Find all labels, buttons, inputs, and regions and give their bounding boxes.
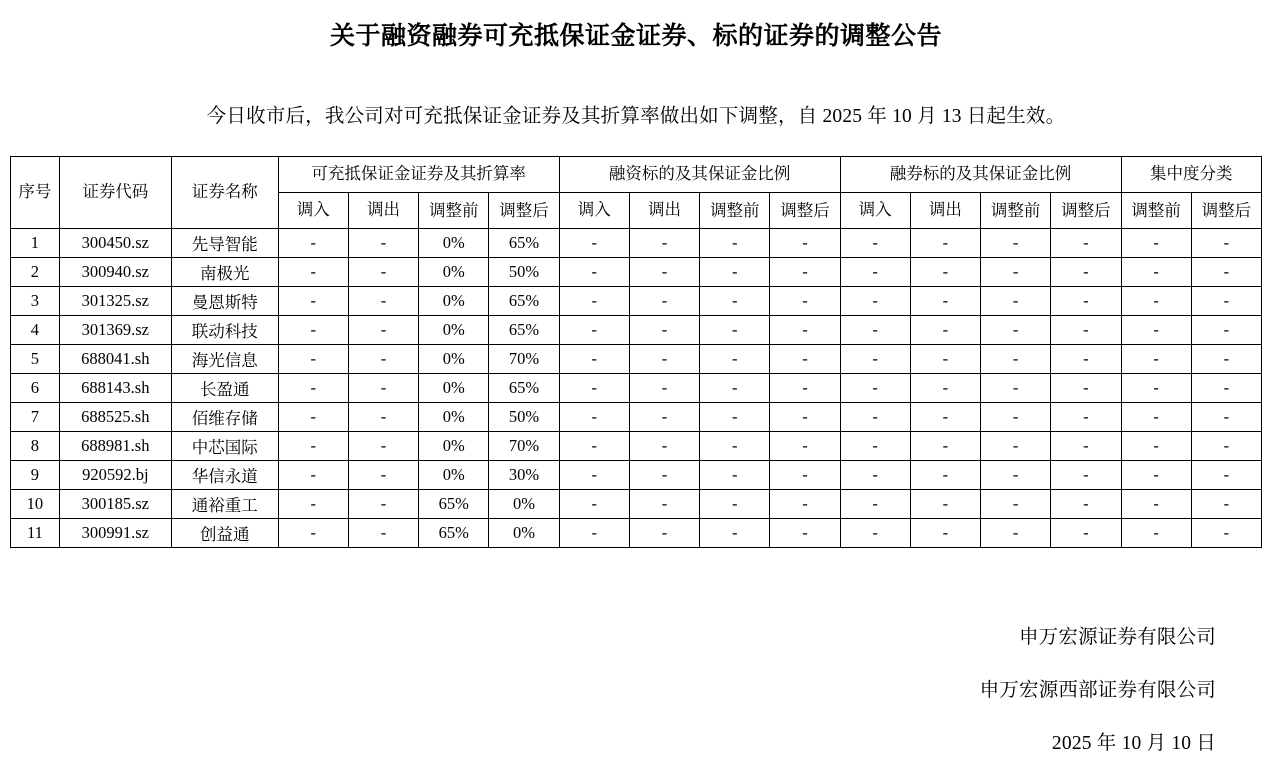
- cell-g4-after: -: [1191, 374, 1261, 403]
- cell-seq: 5: [11, 345, 60, 374]
- cell-g1-before: 65%: [419, 490, 489, 519]
- header-group-margin-long: 融资标的及其保证金比例: [559, 157, 840, 193]
- header-g1-before: 调整前: [419, 193, 489, 229]
- cell-g3-in: -: [840, 345, 910, 374]
- table-row: [11, 519, 1262, 548]
- header-seq: 序号: [11, 157, 60, 229]
- cell-g3-before: -: [981, 287, 1051, 316]
- header-g3-before: 调整前: [981, 193, 1051, 229]
- cell-g2-before: -: [700, 403, 770, 432]
- cell-g1-out: -: [348, 374, 418, 403]
- cell-g3-before: -: [981, 490, 1051, 519]
- cell-g3-after: -: [1051, 316, 1121, 345]
- cell-name: 通裕重工: [171, 490, 278, 519]
- cell-g3-before: -: [981, 258, 1051, 287]
- cell-g4-before: -: [1121, 316, 1191, 345]
- cell-code: 301325.sz: [59, 287, 171, 316]
- cell-g3-before: -: [981, 345, 1051, 374]
- cell-g1-in: -: [278, 345, 348, 374]
- cell-g2-before: -: [700, 316, 770, 345]
- cell-g3-after: -: [1051, 258, 1121, 287]
- cell-code: 688041.sh: [59, 345, 171, 374]
- cell-g2-in: -: [559, 461, 629, 490]
- cell-seq: 2: [11, 258, 60, 287]
- cell-g3-after: -: [1051, 461, 1121, 490]
- header-name: 证券名称: [171, 157, 278, 229]
- cell-g1-before: 0%: [419, 287, 489, 316]
- cell-g3-out: -: [910, 345, 980, 374]
- cell-g1-in: -: [278, 432, 348, 461]
- cell-g2-in: -: [559, 258, 629, 287]
- header-g1-after: 调整后: [489, 193, 559, 229]
- cell-g3-before: -: [981, 432, 1051, 461]
- header-g3-out: 调出: [910, 193, 980, 229]
- header-g2-in: 调入: [559, 193, 629, 229]
- cell-seq: 4: [11, 316, 60, 345]
- cell-g1-after: 65%: [489, 316, 559, 345]
- cell-g1-out: -: [348, 519, 418, 548]
- cell-code: 688143.sh: [59, 374, 171, 403]
- cell-g1-before: 0%: [419, 316, 489, 345]
- cell-g1-before: 0%: [419, 229, 489, 258]
- cell-name: 海光信息: [171, 345, 278, 374]
- table-row: [11, 461, 1262, 490]
- cell-g2-before: -: [700, 490, 770, 519]
- cell-g2-after: -: [770, 229, 840, 258]
- cell-g1-before: 0%: [419, 432, 489, 461]
- cell-g1-after: 65%: [489, 287, 559, 316]
- cell-g3-after: -: [1051, 374, 1121, 403]
- cell-g2-after: -: [770, 519, 840, 548]
- cell-g3-in: -: [840, 403, 910, 432]
- cell-g4-after: -: [1191, 316, 1261, 345]
- cell-g1-after: 30%: [489, 461, 559, 490]
- table-row: [11, 432, 1262, 461]
- table-row: [11, 345, 1262, 374]
- table-head: [11, 157, 1262, 229]
- cell-g2-in: -: [559, 345, 629, 374]
- cell-name: 先导智能: [171, 229, 278, 258]
- cell-g4-before: -: [1121, 345, 1191, 374]
- cell-g2-before: -: [700, 229, 770, 258]
- cell-g2-in: -: [559, 403, 629, 432]
- cell-g1-before: 65%: [419, 519, 489, 548]
- table-body: [11, 229, 1262, 548]
- cell-g1-out: -: [348, 287, 418, 316]
- cell-g1-in: -: [278, 519, 348, 548]
- cell-g4-before: -: [1121, 229, 1191, 258]
- cell-name: 华信永道: [171, 461, 278, 490]
- cell-g2-after: -: [770, 345, 840, 374]
- cell-g1-in: -: [278, 374, 348, 403]
- cell-g1-in: -: [278, 258, 348, 287]
- cell-g4-before: -: [1121, 461, 1191, 490]
- header-group-margin-short: 融券标的及其保证金比例: [840, 157, 1121, 193]
- cell-g1-out: -: [348, 432, 418, 461]
- cell-g2-in: -: [559, 287, 629, 316]
- cell-g2-before: -: [700, 345, 770, 374]
- cell-g2-out: -: [629, 345, 699, 374]
- cell-g2-in: -: [559, 374, 629, 403]
- header-g2-after: 调整后: [770, 193, 840, 229]
- header-g2-before: 调整前: [700, 193, 770, 229]
- cell-name: 曼恩斯特: [171, 287, 278, 316]
- cell-g3-in: -: [840, 432, 910, 461]
- cell-g2-after: -: [770, 403, 840, 432]
- table-header-row-group: [11, 157, 1262, 193]
- cell-seq: 3: [11, 287, 60, 316]
- cell-g2-out: -: [629, 229, 699, 258]
- document-page: [0, 16, 1272, 766]
- cell-g3-in: -: [840, 461, 910, 490]
- cell-g4-before: -: [1121, 432, 1191, 461]
- page-title: 关于融资融券可充抵保证金证券、标的证券的调整公告: [329, 22, 942, 50]
- cell-g1-after: 50%: [489, 258, 559, 287]
- cell-g1-before: 0%: [419, 258, 489, 287]
- table-row: [11, 229, 1262, 258]
- cell-g3-in: -: [840, 316, 910, 345]
- cell-g3-in: -: [840, 374, 910, 403]
- header-code: 证券代码: [59, 157, 171, 229]
- cell-g1-in: -: [278, 403, 348, 432]
- cell-seq: 8: [11, 432, 60, 461]
- cell-g1-after: 65%: [489, 229, 559, 258]
- cell-g2-before: -: [700, 287, 770, 316]
- cell-g3-after: -: [1051, 345, 1121, 374]
- cell-g4-after: -: [1191, 461, 1261, 490]
- cell-seq: 6: [11, 374, 60, 403]
- cell-code: 300991.sz: [59, 519, 171, 548]
- cell-g4-after: -: [1191, 229, 1261, 258]
- cell-g3-out: -: [910, 229, 980, 258]
- header-g2-out: 调出: [629, 193, 699, 229]
- cell-g1-after: 65%: [489, 374, 559, 403]
- cell-g1-in: -: [278, 316, 348, 345]
- cell-g2-after: -: [770, 432, 840, 461]
- cell-g1-out: -: [348, 258, 418, 287]
- header-g1-out: 调出: [348, 193, 418, 229]
- cell-g2-in: -: [559, 229, 629, 258]
- cell-g3-after: -: [1051, 403, 1121, 432]
- cell-g2-before: -: [700, 519, 770, 548]
- cell-g1-after: 0%: [489, 519, 559, 548]
- cell-g1-out: -: [348, 403, 418, 432]
- cell-g2-in: -: [559, 432, 629, 461]
- cell-g2-before: -: [700, 374, 770, 403]
- cell-g2-in: -: [559, 519, 629, 548]
- cell-seq: 9: [11, 461, 60, 490]
- cell-code: 920592.bj: [59, 461, 171, 490]
- cell-g2-after: -: [770, 461, 840, 490]
- cell-g2-after: -: [770, 258, 840, 287]
- cell-g4-after: -: [1191, 345, 1261, 374]
- cell-g2-before: -: [700, 258, 770, 287]
- cell-g3-before: -: [981, 229, 1051, 258]
- cell-g3-before: -: [981, 461, 1051, 490]
- cell-seq: 10: [11, 490, 60, 519]
- cell-g1-before: 0%: [419, 345, 489, 374]
- table-row: [11, 490, 1262, 519]
- cell-g2-in: -: [559, 316, 629, 345]
- cell-g3-out: -: [910, 403, 980, 432]
- cell-g2-before: -: [700, 461, 770, 490]
- header-group-concentration: 集中度分类: [1121, 157, 1262, 193]
- cell-g3-out: -: [910, 490, 980, 519]
- cell-g2-after: -: [770, 316, 840, 345]
- cell-g2-out: -: [629, 461, 699, 490]
- cell-g3-out: -: [910, 374, 980, 403]
- table-row: [11, 374, 1262, 403]
- cell-g1-before: 0%: [419, 374, 489, 403]
- cell-g2-out: -: [629, 374, 699, 403]
- cell-seq: 11: [11, 519, 60, 548]
- cell-g4-after: -: [1191, 519, 1261, 548]
- cell-g2-after: -: [770, 287, 840, 316]
- cell-g3-out: -: [910, 287, 980, 316]
- cell-code: 300940.sz: [59, 258, 171, 287]
- cell-g4-after: -: [1191, 432, 1261, 461]
- cell-code: 300450.sz: [59, 229, 171, 258]
- header-g3-in: 调入: [840, 193, 910, 229]
- cell-g4-before: -: [1121, 403, 1191, 432]
- cell-g1-out: -: [348, 229, 418, 258]
- header-g4-before: 调整前: [1121, 193, 1191, 229]
- cell-g2-out: -: [629, 490, 699, 519]
- cell-g4-before: -: [1121, 258, 1191, 287]
- cell-g3-out: -: [910, 519, 980, 548]
- cell-g2-out: -: [629, 403, 699, 432]
- cell-g3-out: -: [910, 461, 980, 490]
- cell-g1-after: 70%: [489, 432, 559, 461]
- cell-code: 300185.sz: [59, 490, 171, 519]
- cell-g3-out: -: [910, 258, 980, 287]
- cell-code: 688525.sh: [59, 403, 171, 432]
- header-group-collateral: 可充抵保证金证券及其折算率: [278, 157, 559, 193]
- cell-code: 688981.sh: [59, 432, 171, 461]
- cell-g1-out: -: [348, 461, 418, 490]
- cell-g4-before: -: [1121, 490, 1191, 519]
- cell-g2-out: -: [629, 519, 699, 548]
- adjustment-table: [10, 156, 1262, 548]
- cell-name: 联动科技: [171, 316, 278, 345]
- cell-g1-after: 0%: [489, 490, 559, 519]
- cell-g3-after: -: [1051, 432, 1121, 461]
- cell-g4-before: -: [1121, 287, 1191, 316]
- cell-g4-before: -: [1121, 374, 1191, 403]
- adjustment-table-wrap: [10, 156, 1262, 548]
- cell-name: 佰维存储: [171, 403, 278, 432]
- cell-name: 中芯国际: [171, 432, 278, 461]
- cell-g1-after: 70%: [489, 345, 559, 374]
- cell-g2-in: -: [559, 490, 629, 519]
- footer-company-1: 申万宏源证券有限公司: [1018, 627, 1216, 648]
- cell-g1-in: -: [278, 287, 348, 316]
- cell-g2-after: -: [770, 490, 840, 519]
- footer-company-2: 申万宏源西部证券有限公司: [979, 680, 1216, 701]
- table-row: [11, 316, 1262, 345]
- cell-g1-before: 0%: [419, 461, 489, 490]
- cell-g3-before: -: [981, 374, 1051, 403]
- cell-g4-after: -: [1191, 403, 1261, 432]
- cell-g1-in: -: [278, 461, 348, 490]
- cell-name: 长盈通: [171, 374, 278, 403]
- header-g3-after: 调整后: [1051, 193, 1121, 229]
- cell-g3-before: -: [981, 519, 1051, 548]
- cell-g3-in: -: [840, 229, 910, 258]
- cell-g2-out: -: [629, 287, 699, 316]
- cell-g1-out: -: [348, 490, 418, 519]
- header-g4-after: 调整后: [1191, 193, 1261, 229]
- header-g1-in: 调入: [278, 193, 348, 229]
- cell-name: 南极光: [171, 258, 278, 287]
- cell-g3-before: -: [981, 403, 1051, 432]
- table-row: [11, 258, 1262, 287]
- footer-date: 2025 年 10 月 10 日: [1051, 733, 1216, 754]
- cell-g3-after: -: [1051, 287, 1121, 316]
- cell-g1-in: -: [278, 229, 348, 258]
- cell-g2-before: -: [700, 432, 770, 461]
- cell-code: 301369.sz: [59, 316, 171, 345]
- cell-g4-after: -: [1191, 287, 1261, 316]
- cell-g3-in: -: [840, 519, 910, 548]
- cell-seq: 7: [11, 403, 60, 432]
- cell-g3-after: -: [1051, 519, 1121, 548]
- cell-g1-in: -: [278, 490, 348, 519]
- cell-g2-out: -: [629, 432, 699, 461]
- cell-g2-out: -: [629, 316, 699, 345]
- cell-seq: 1: [11, 229, 60, 258]
- cell-g3-in: -: [840, 490, 910, 519]
- cell-g1-out: -: [348, 345, 418, 374]
- cell-g3-out: -: [910, 316, 980, 345]
- cell-g3-in: -: [840, 287, 910, 316]
- cell-g2-out: -: [629, 258, 699, 287]
- cell-g3-before: -: [981, 316, 1051, 345]
- cell-g3-in: -: [840, 258, 910, 287]
- cell-name: 创益通: [171, 519, 278, 548]
- cell-g3-out: -: [910, 432, 980, 461]
- cell-g1-after: 50%: [489, 403, 559, 432]
- cell-g2-after: -: [770, 374, 840, 403]
- intro-paragraph: 今日收市后，我公司对可充抵保证金证券及其折算率做出如下调整，自 2025 年 10 月 13 日起生效。: [206, 106, 1066, 127]
- cell-g1-before: 0%: [419, 403, 489, 432]
- cell-g3-after: -: [1051, 229, 1121, 258]
- cell-g4-after: -: [1191, 258, 1261, 287]
- cell-g1-out: -: [348, 316, 418, 345]
- cell-g4-after: -: [1191, 490, 1261, 519]
- table-row: [11, 403, 1262, 432]
- cell-g4-before: -: [1121, 519, 1191, 548]
- cell-g3-after: -: [1051, 490, 1121, 519]
- table-row: [11, 287, 1262, 316]
